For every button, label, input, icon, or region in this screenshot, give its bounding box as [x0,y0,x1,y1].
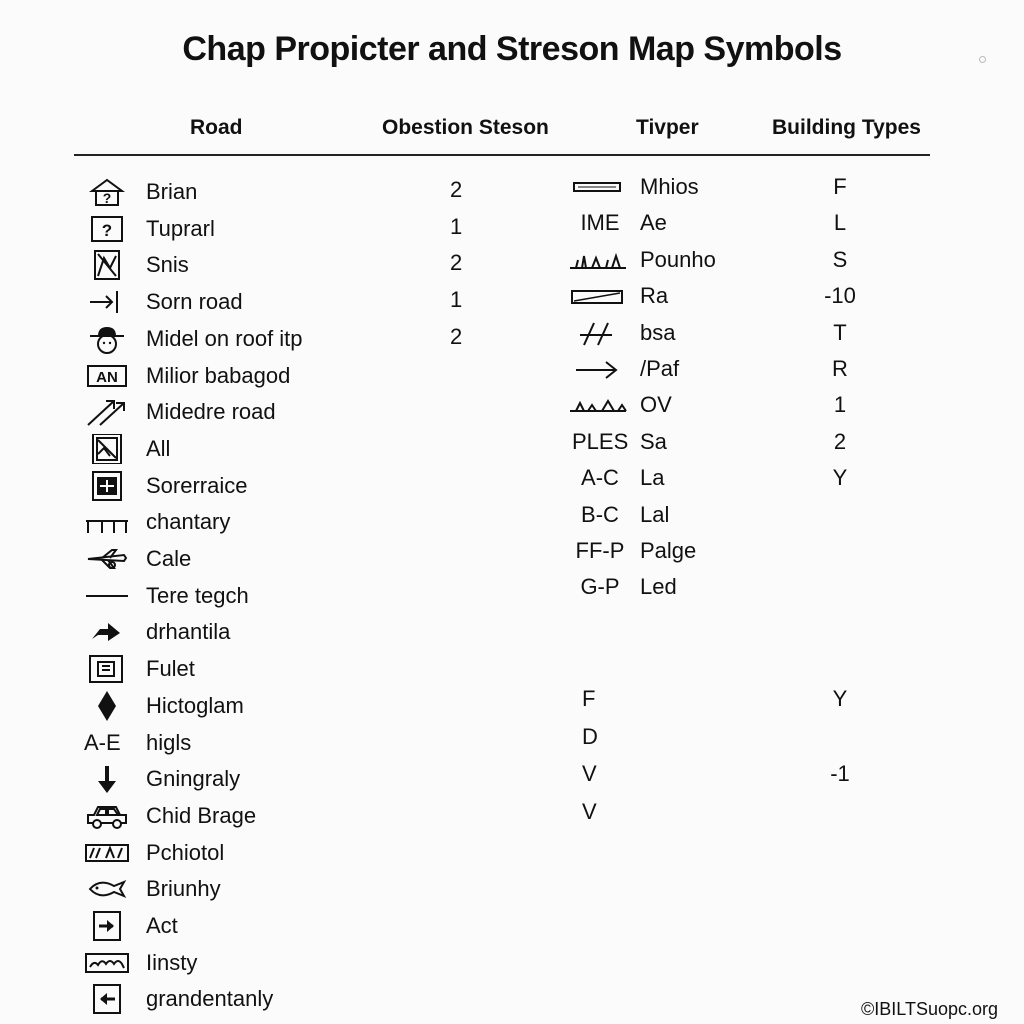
right-item-type: Y [832,465,848,491]
lower-item-code: F [582,686,596,711]
header-obestion-steson: Obestion Steson [382,116,549,139]
arrow-left-box-icon [84,984,130,1014]
svg-text:?: ? [102,190,112,206]
right-item-type: -10 [824,283,856,309]
left-item-label: Sorerraice [146,472,248,498]
right-item-code: IME [580,210,620,236]
right-item-type: T [833,319,847,345]
right-item-label: bsa [640,319,676,345]
corner-dot [979,56,986,63]
left-item-value: 2 [450,323,463,349]
arrow-right-box-icon [84,911,130,941]
header-building-types: Building Types [772,116,921,139]
right-item-type: 2 [833,428,847,454]
airplane-icon [84,544,130,574]
diagonal-arrows-icon [84,397,130,427]
diamond-icon [84,691,130,721]
right-item-code: PLES [572,428,629,454]
left-item-label: Snis [146,252,189,278]
box-symbol-icon [84,654,130,684]
right-item-label: Ra [640,283,669,309]
left-item-label: Act [146,913,178,938]
right-item-label: Ae [640,210,667,236]
lower-item-code: V [582,761,597,786]
line-icon [84,581,130,611]
house-question-icon [84,177,130,207]
right-item-label: OV [640,392,672,418]
left-item-label: Sorn road [146,289,243,315]
right-item-code: FF-P [575,538,625,563]
left-item-label: Pchiotol [146,839,225,865]
wave-box-icon [84,948,130,978]
header-tivper: Tivper [636,116,699,139]
lower-item-code: V [582,798,597,824]
left-item-label: Brian [146,179,198,204]
left-item-label: Fulet [146,656,195,682]
left-item-label: Hictoglam [146,692,244,718]
left-item-label: All [146,435,171,461]
header-road: Road [190,116,243,139]
left-item-label: Tere tegch [146,582,249,608]
right-item-label: Palge [640,538,697,563]
double-slash-icon [566,319,630,349]
rect-bar-icon [566,282,630,312]
right-item-label: Pounho [640,246,716,272]
lower-item-type: -1 [830,761,850,786]
left-item-label: drhantila [146,619,231,645]
watermark: ©IBILTSuopc.org [861,999,998,1019]
left-item-label: Gningraly [146,766,241,792]
text-ae-icon: A-E [84,729,121,755]
left-item-label: higls [146,729,192,755]
right-item-code: A-C [581,465,619,491]
left-item-label: Tuprarl [146,215,215,241]
hat-face-icon [84,324,130,354]
lower-item-code: D [582,723,598,749]
header-rule [74,154,930,156]
fish-icon [84,874,130,904]
lower-item-type: Y [832,686,848,711]
bridge-icon [84,507,130,537]
framed-picture-icon [84,250,130,280]
terrain-icon [566,391,630,421]
left-item-label: Midel on roof itp [146,325,303,351]
right-item-label: Mhios [640,174,699,199]
right-item-label: La [640,465,665,491]
svg-text:?: ? [101,220,113,240]
right-item-type: 1 [833,392,847,418]
flat-bar-icon [566,173,630,203]
left-item-value: 2 [450,250,463,276]
arrow-right-filled-icon [84,617,130,647]
right-item-type: L [833,210,847,236]
map-frame-icon [84,434,130,464]
right-item-code: G-P [580,574,620,600]
right-item-type: S [832,246,848,272]
right-item-code: B-C [581,501,619,527]
question-box-icon [84,214,130,244]
left-item-label: Midedre road [146,399,276,425]
right-item-label: Led [640,574,677,600]
left-item-label: Iinsty [146,949,198,975]
pattern-box-icon [84,838,130,868]
svg-text:AN: AN [96,368,118,386]
arrow-down-icon [84,764,130,794]
right-item-label: /Paf [640,356,680,381]
left-item-value: 1 [450,287,463,313]
right-item-type: R [832,356,848,381]
left-item-value: 1 [450,213,463,239]
left-item-label: chantary [146,509,231,535]
dark-box-icon [84,471,130,501]
marsh-icon [566,246,630,276]
arrow-to-bar-icon [84,287,130,317]
left-item-label: Chid Brage [146,802,257,828]
left-item-label: Cale [146,546,192,571]
right-item-label: Sa [640,428,667,454]
right-item-type: F [833,174,847,199]
car-icon [84,801,130,831]
left-item-label: Briunhy [146,876,221,902]
right-item-label: Lal [640,501,670,527]
left-item-value: 2 [450,177,463,202]
arrow-right-icon [566,355,630,385]
page-title: Chap Propicter and Streson Map Symbols [182,30,842,68]
an-box-icon [84,361,130,391]
left-item-label: Milior babagod [146,362,291,388]
left-item-label: grandentanly [146,986,274,1012]
